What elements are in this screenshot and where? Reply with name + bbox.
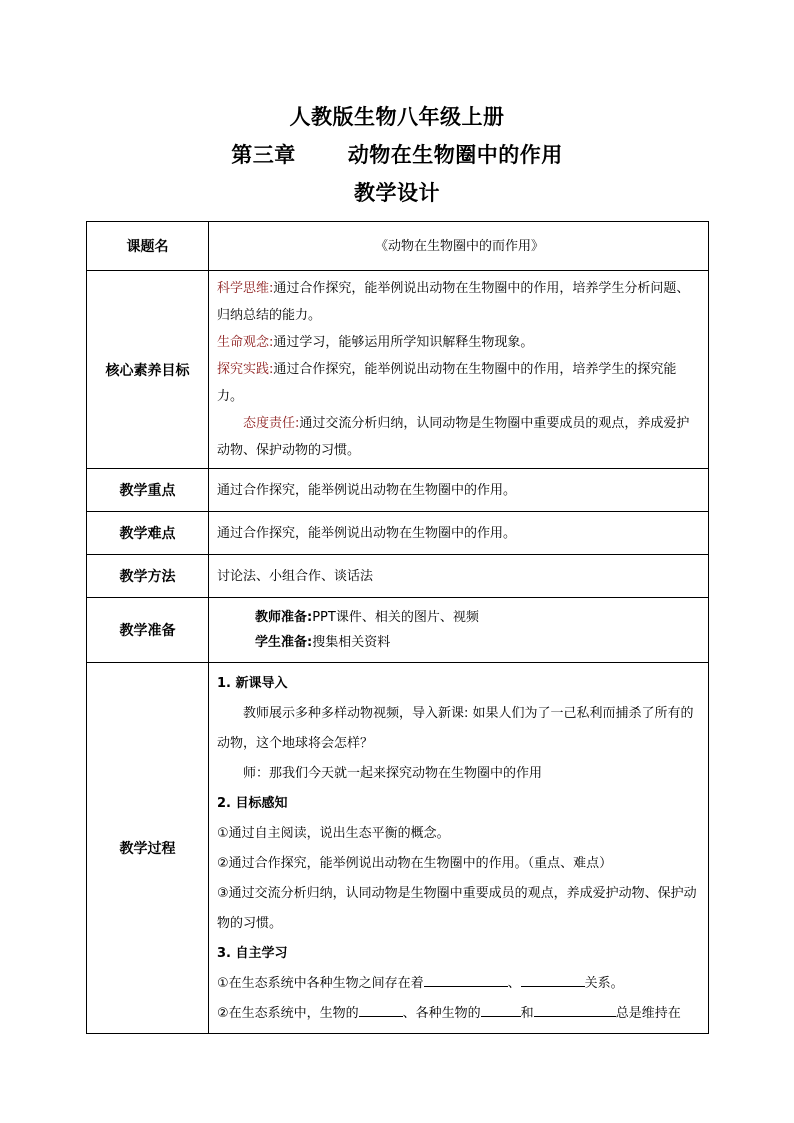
table-row-prep bbox=[87, 598, 709, 663]
label-key-point: 教学重点 bbox=[87, 469, 209, 512]
section-heading: 2. 目标感知 bbox=[217, 796, 288, 811]
table-row-method bbox=[87, 555, 709, 598]
list-item: ①通过自主阅读，说出生态平衡的概念。 bbox=[217, 826, 450, 841]
goal-text: 通过学习，能够运用所学知识解释生物现象。 bbox=[273, 335, 534, 350]
document-title: 人教版生物八年级上册 bbox=[289, 105, 505, 129]
list-item: ③通过交流分析归纳，认同动物是生物圈中重要成员的观点，养成爱护动物、保护动物的习惯。 bbox=[217, 886, 697, 931]
answer-blank[interactable] bbox=[424, 972, 508, 987]
goal-tag: 科学思维: bbox=[217, 281, 274, 296]
answer-blank[interactable] bbox=[521, 972, 585, 987]
table-row-topic bbox=[87, 222, 709, 271]
goal-text: 通过交流分析归纳，认同动物是生物圈中重要成员的观点，养成爱护动物、保护动物的习惯。 bbox=[217, 416, 690, 458]
method-value: 讨论法、小组合作、谈话法 bbox=[209, 555, 709, 598]
table-row-difficulty bbox=[87, 512, 709, 555]
goal-tag: 生命观念: bbox=[217, 335, 274, 350]
goals-content bbox=[209, 271, 709, 469]
chapter-name: 动物在生物圈中的作用 bbox=[347, 143, 563, 167]
goal-text: 通过合作探究，能举例说出动物在生物圈中的作用，培养学生的探究能力。 bbox=[217, 362, 677, 404]
section-heading: 3. 自主学习 bbox=[217, 946, 288, 961]
chapter-title bbox=[0, 136, 794, 174]
label-prep: 教学准备 bbox=[87, 598, 209, 663]
process-content bbox=[209, 663, 709, 1034]
topic-value: 《动物在生物圈中的而作用》 bbox=[209, 222, 709, 271]
prep-content bbox=[209, 598, 709, 663]
document-subtitle: 教学设计 bbox=[354, 181, 440, 205]
title-block bbox=[0, 98, 794, 212]
label-difficulty: 教学难点 bbox=[87, 512, 209, 555]
difficulty-value: 通过合作探究，能举例说出动物在生物圈中的作用。 bbox=[209, 512, 709, 555]
goal-item bbox=[217, 410, 702, 464]
lesson-plan-table bbox=[86, 221, 709, 1034]
list-item: ②通过合作探究，能举例说出动物在生物圈中的作用。（重点、难点） bbox=[217, 856, 613, 871]
student-prep: 学生准备:搜集相关资料 bbox=[255, 635, 391, 650]
table-row-goals bbox=[87, 271, 709, 469]
answer-blank[interactable] bbox=[481, 1002, 521, 1017]
goal-text: 通过合作探究，能举例说出动物在生物圈中的作用，培养学生分析问题、归纳总结的能力。 bbox=[217, 281, 690, 323]
answer-blank[interactable] bbox=[534, 1002, 616, 1017]
fill-in-question: ②在生态系统中，生物的 、各种生物的 和 总是维持在 bbox=[217, 999, 702, 1029]
goal-tag: 探究实践: bbox=[217, 362, 274, 377]
label-process: 教学过程 bbox=[87, 663, 209, 1034]
answer-blank[interactable] bbox=[359, 1002, 403, 1017]
goal-item bbox=[217, 329, 702, 356]
chapter-number: 第三章 bbox=[231, 143, 296, 167]
paragraph: 教师展示多种多样动物视频，导入新课: 如果人们为了一己私利而捕杀了所有的动物，这个地球将会怎样？ bbox=[217, 706, 694, 751]
goal-item bbox=[217, 356, 702, 410]
label-method: 教学方法 bbox=[87, 555, 209, 598]
label-goals: 核心素养目标 bbox=[87, 271, 209, 469]
section-heading: 1. 新课导入 bbox=[217, 676, 288, 691]
table-row-key-point bbox=[87, 469, 709, 512]
label-topic: 课题名 bbox=[87, 222, 209, 271]
goal-item bbox=[217, 275, 702, 329]
key-point-value: 通过合作探究，能举例说出动物在生物圈中的作用。 bbox=[209, 469, 709, 512]
teacher-prep: 教师准备:PPT课件、相关的图片、视频 bbox=[255, 610, 479, 625]
table-row-process bbox=[87, 663, 709, 1034]
fill-in-question: ①在生态系统中各种生物之间存在着 、 关系。 bbox=[217, 969, 702, 999]
paragraph: 师：那我们今天就一起来探究动物在生物圈中的作用 bbox=[243, 766, 543, 781]
goal-tag: 态度责任: bbox=[243, 416, 300, 431]
